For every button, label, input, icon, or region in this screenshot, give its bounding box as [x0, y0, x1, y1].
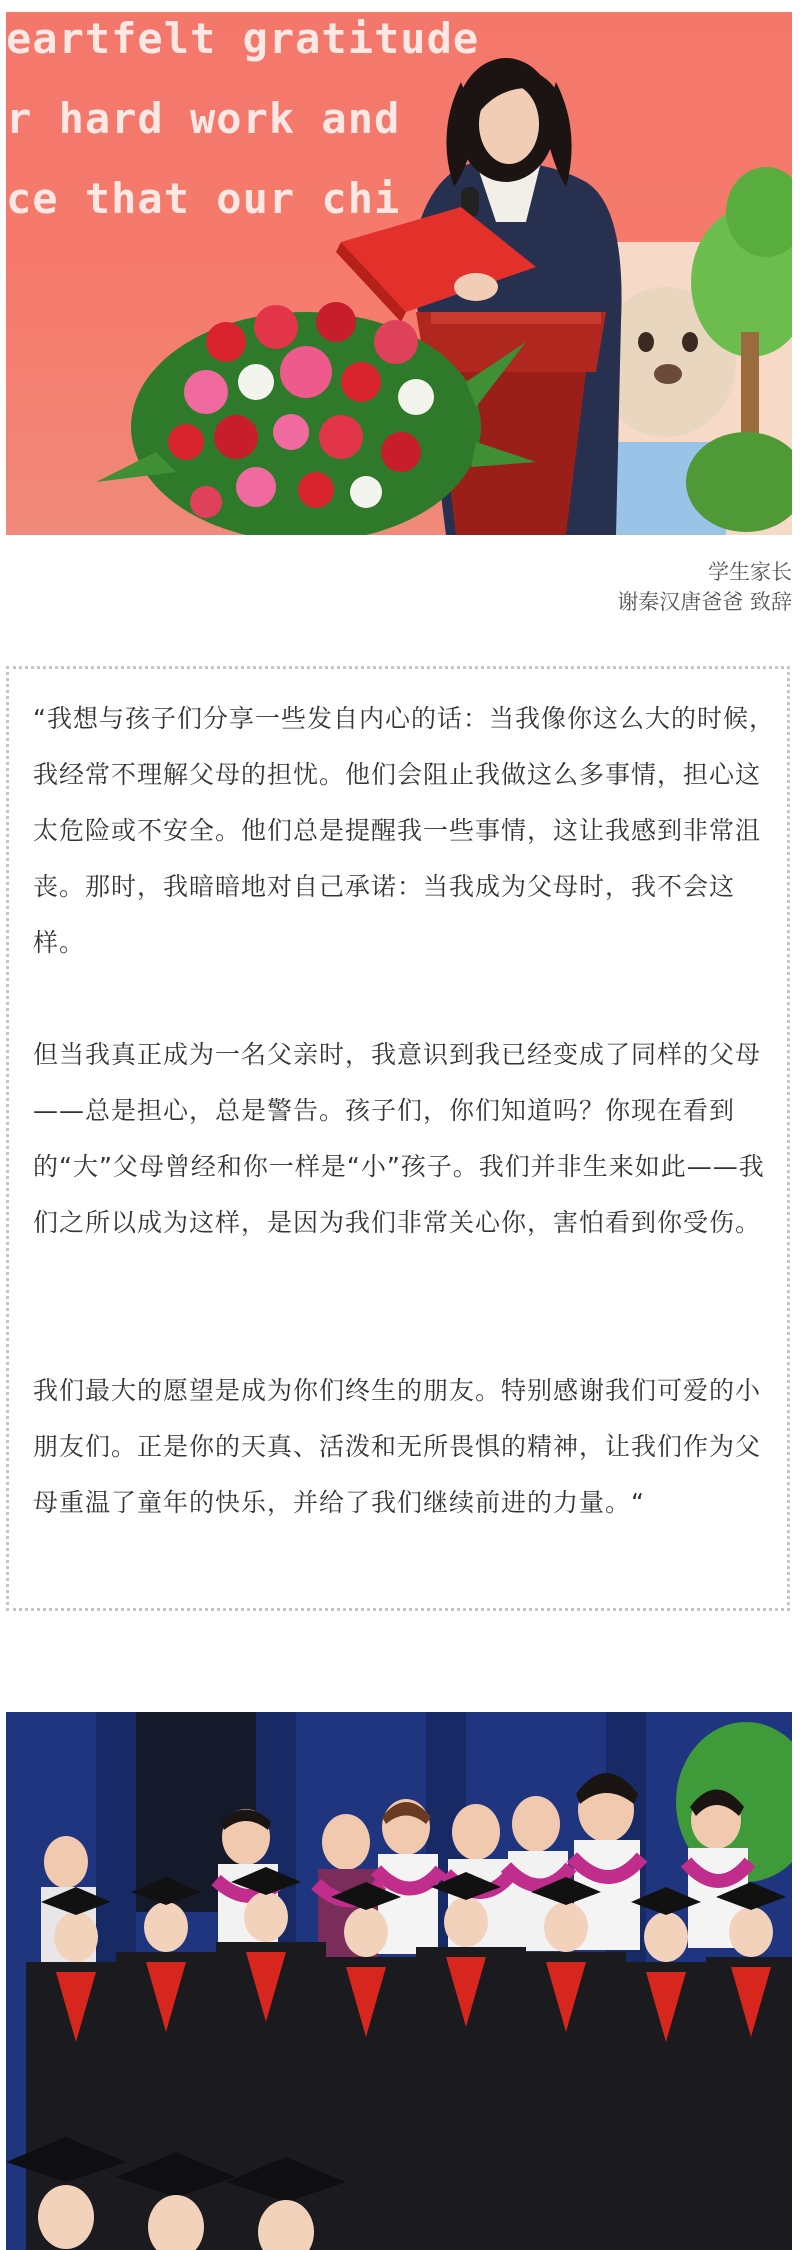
screen-text-line-1: eartfelt gratitude [6, 14, 480, 63]
graduation-scene [6, 1712, 792, 2250]
quote-paragraph-1: “我想与孩子们分享一些发自内心的话：当我像你这么大的时候，我经常不理解父母的担忧。他们会阻止我做这么多事情，担心这太危险或不安全。他们总是提醒我一些事情，这让我感到非常沮丧。那时，我暗暗地对自己承诺：当我成为父母时，我不会这样。 [33, 704, 775, 957]
quote-paragraph-3: 我们最大的愿望是成为你们终生的朋友。特别感谢我们可爱的小朋友们。正是你的天真、活泼和无所畏惧的精神，让我们作为父母重温了童年的快乐，并给了我们继续前进的力量。“ [33, 1376, 762, 1517]
quote-paragraph-2: 但当我真正成为一名父亲时，我意识到我已经变成了同样的父母——总是担心，总是警告。孩子们，你们知道吗？你现在看到的“大”父母曾经和你一样是“小”孩子。我们并非生来如此——我们之所以成为这样，是因为我们非常关心你，害怕看到你受伤。 [33, 1040, 765, 1237]
speech-photo [6, 12, 792, 535]
cartoon-backdrop [596, 167, 792, 535]
caption-role: 学生家长 [708, 560, 792, 584]
quote-box [6, 666, 790, 1611]
screen-text-line-3: ce that our chi [6, 174, 401, 223]
speech-scene [6, 12, 792, 535]
screen-text-line-2: r hard work and [6, 94, 401, 143]
caption-speaker: 谢秦汉唐爸爸 致辞 [617, 590, 792, 614]
graduation-photo [6, 1712, 792, 2250]
